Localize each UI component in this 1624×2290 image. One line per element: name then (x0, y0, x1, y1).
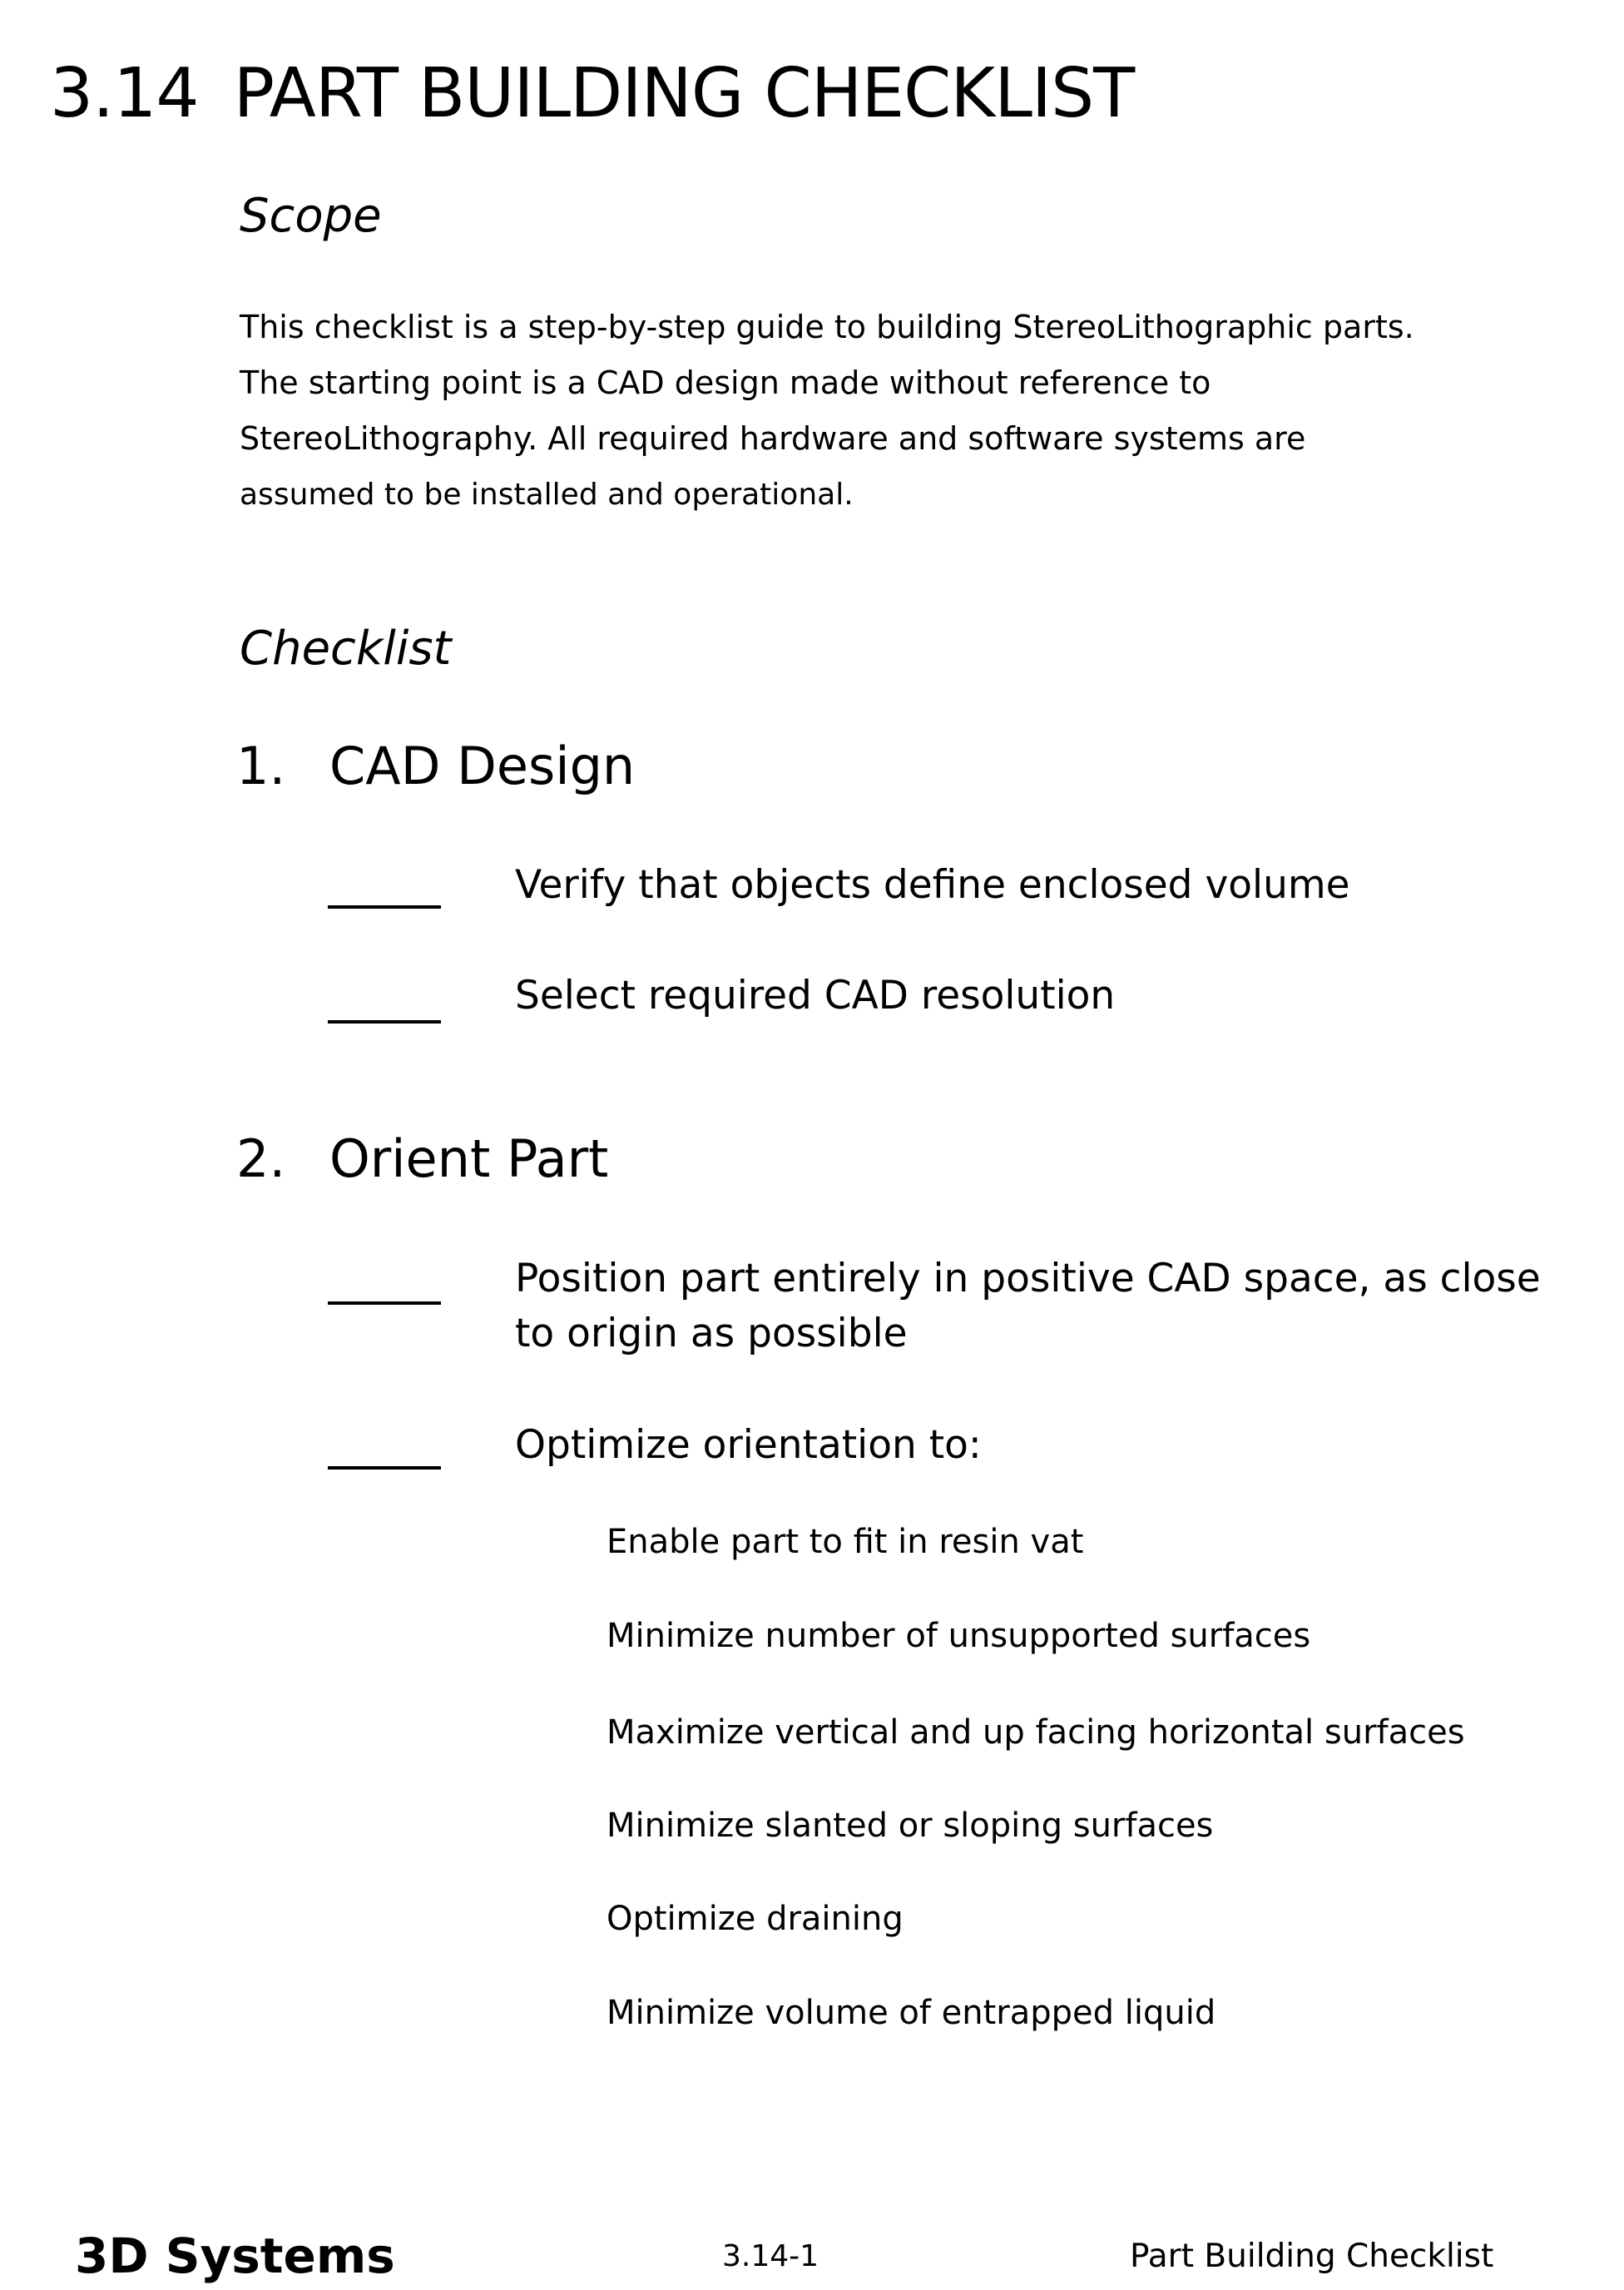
sub-item: Maximize vertical and up facing horizontal surfaces (607, 1716, 1465, 1749)
scope-line: This checklist is a step-by-step guide to building StereoLithographic parts. (240, 300, 1571, 355)
checkbox-blank[interactable] (328, 905, 441, 909)
page-title (50, 60, 1134, 128)
sub-item: Enable part to fit in resin vat (607, 1525, 1083, 1559)
scope-line: assumed to be installed and operational. (240, 467, 1571, 523)
sub-item: Minimize slanted or sloping surfaces (607, 1809, 1213, 1842)
section-title: CAD Design (329, 741, 635, 792)
checkbox-blank[interactable] (328, 1466, 441, 1470)
checkbox-blank[interactable] (328, 1020, 441, 1024)
checkbox-blank[interactable] (328, 1301, 441, 1305)
section-title: PART BUILDING CHECKLIST (234, 54, 1135, 133)
sub-item: Minimize volume of entrapped liquid (607, 1996, 1216, 2030)
checklist-item: Optimize orientation to: (515, 1425, 982, 1465)
sub-item: Optimize draining (607, 1902, 904, 1936)
section-number: 1. (236, 741, 285, 792)
section-title: Orient Part (329, 1133, 608, 1185)
scope-line: StereoLithography. All required hardware and software systems are (240, 411, 1571, 467)
footer-section: Part Building Checklist (1130, 2240, 1493, 2273)
sub-item: Minimize number of unsupported surfaces (607, 1619, 1310, 1653)
scope-line: The starting point is a CAD design made without reference to (240, 355, 1571, 411)
footer-page-number: 3.14-1 (722, 2242, 819, 2272)
section-number: 3.14 (50, 54, 199, 133)
checklist-heading: Checklist (240, 626, 452, 672)
checklist-item: Select required CAD resolution (515, 976, 1115, 1015)
scope-paragraph (240, 300, 1571, 523)
footer-company: 3D Systems (75, 2232, 395, 2280)
checklist-item: Verify that objects define enclosed volume (515, 865, 1350, 905)
checklist-item: Position part entirely in positive CAD space, as close to origin as possible (515, 1252, 1563, 1361)
scope-heading: Scope (240, 193, 382, 240)
section-number: 2. (236, 1133, 285, 1185)
